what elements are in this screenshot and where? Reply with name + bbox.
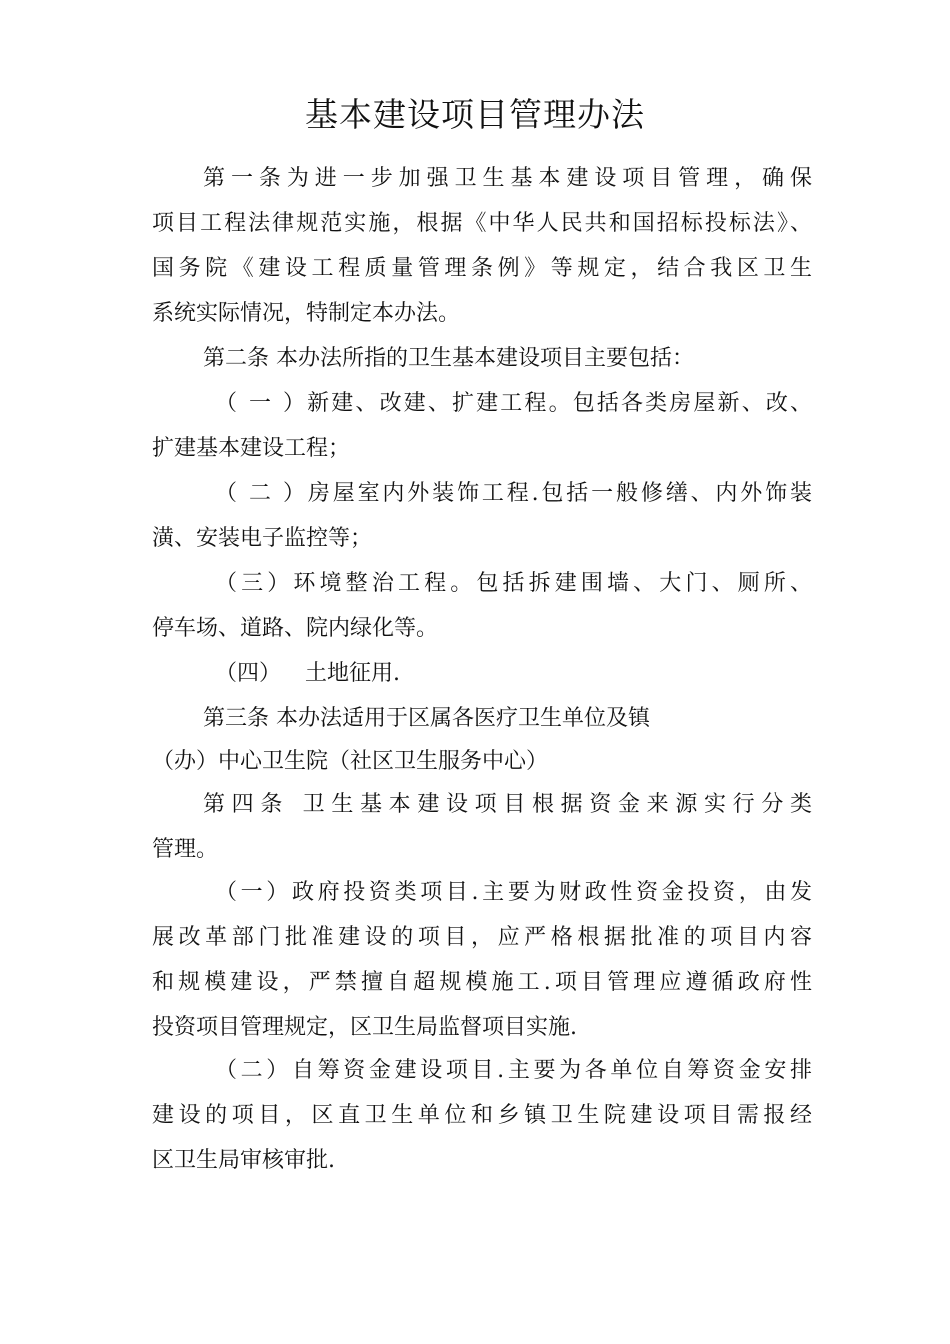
article-2-item-3-cont: 停车场、道路、院内绿化等。	[152, 616, 439, 641]
item-number: （二）	[215, 481, 305, 506]
article-1-line-2: 项目工程法律规范实施，根据《中华人民共和国招标投标法》、	[152, 211, 812, 236]
article-2-item-1	[215, 389, 812, 419]
article-4-item-2-line-1: （二）自筹资金建设项目.主要为各单位自筹资金安排	[215, 1058, 812, 1083]
article-4-item-1-line-3: 和规模建设，严禁擅自超规模施工.项目管理应遵循政府性	[152, 970, 812, 995]
article-4-item-1-line-2: 展改革部门批准建设的项目，应严格根据批准的项目内容	[152, 925, 812, 950]
article-1-line-3: 国务院《建设工程质量管理条例》等规定，结合我区卫生	[152, 256, 812, 281]
article-4-item-2-line-3: 区卫生局审核审批.	[152, 1148, 335, 1173]
item-text: 土地征用.	[305, 661, 400, 686]
article-4-line-2: 管理。	[152, 837, 219, 862]
article-3-line-2: （办）中心卫生院（社区卫生服务中心）	[152, 749, 549, 774]
article-2-heading: 第二条 本办法所指的卫生基本建设项目主要包括：	[203, 346, 694, 371]
document-title: 基本建设项目管理办法	[305, 95, 645, 134]
article-4-line-1: 第四条 卫生基本建设项目根据资金来源实行分类	[203, 792, 812, 817]
article-2-item-3: （三）环境整治工程。包括拆建围墙、大门、厕所、	[215, 571, 812, 596]
article-2-item-2-cont: 潢、安装电子监控等；	[152, 526, 373, 551]
article-1-line-4: 系统实际情况，特制定本办法。	[152, 301, 461, 326]
article-4-item-2-line-2: 建设的项目，区直卫生单位和乡镇卫生院建设项目需报经	[152, 1103, 812, 1128]
item-text: 新建、改建、扩建工程。包括各类房屋新、改、	[305, 391, 812, 416]
item-text: 房屋室内外装饰工程.包括一般修缮、内外饰装	[305, 481, 812, 506]
item-number: （四）	[215, 661, 282, 686]
article-2-item-1-cont: 扩建基本建设工程；	[152, 436, 351, 461]
article-3-line-1: 第三条 本办法适用于区属各医疗卫生单位及镇	[203, 706, 650, 731]
article-4-item-1-line-1: （一）政府投资类项目.主要为财政性资金投资，由发	[215, 880, 812, 905]
article-2-item-4	[215, 659, 400, 689]
article-2-item-2	[215, 479, 812, 509]
article-4-item-1-line-4: 投资项目管理规定，区卫生局监督项目实施.	[152, 1015, 577, 1040]
item-number: （一）	[215, 391, 305, 416]
article-1-line-1: 第一条为进一步加强卫生基本建设项目管理，确保	[203, 166, 812, 191]
